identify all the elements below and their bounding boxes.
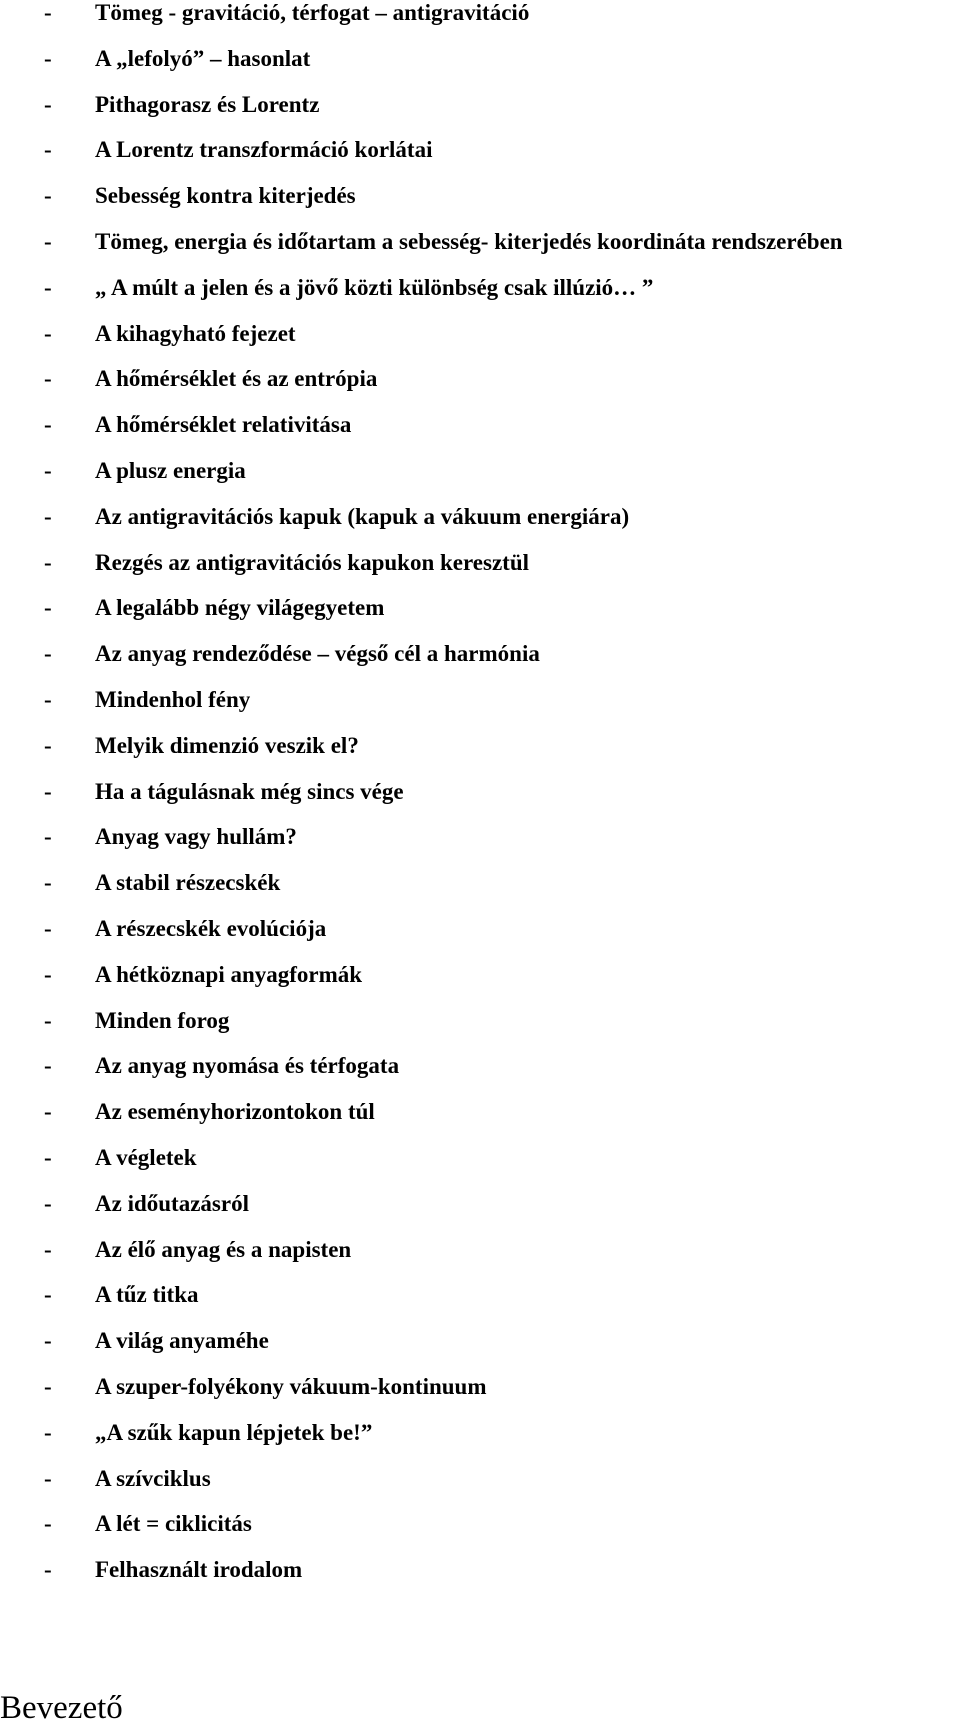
toc-item xyxy=(0,870,960,916)
toc-item-label: A hőmérséklet és az entrópia xyxy=(95,366,378,392)
toc-item xyxy=(0,1328,960,1374)
toc-item-label: Melyik dimenzió veszik el? xyxy=(95,732,359,758)
toc-bullet: - xyxy=(44,503,52,529)
toc-item xyxy=(0,92,960,138)
toc-item-label: A kihagyható fejezet xyxy=(95,320,296,346)
toc-item xyxy=(0,1557,960,1603)
toc-item xyxy=(0,1420,960,1466)
toc-item-label: A hőmérséklet relativitása xyxy=(95,412,352,438)
toc-item-label: Anyag vagy hullám? xyxy=(95,824,297,850)
toc-bullet: - xyxy=(44,366,52,392)
toc-bullet: - xyxy=(44,137,52,163)
toc-bullet: - xyxy=(44,457,52,483)
toc-item-label: Felhasznált irodalom xyxy=(95,1557,303,1583)
toc-item xyxy=(0,641,960,687)
toc-item-label: Tömeg, energia és időtartam a sebesség- kiterjedés koordináta rendszerében xyxy=(95,228,843,254)
toc-item xyxy=(0,779,960,825)
toc-item xyxy=(0,412,960,458)
toc-bullet: - xyxy=(44,824,52,850)
toc-item xyxy=(0,824,960,870)
toc-item-label: Az antigravitációs kapuk (kapuk a vákuum energiára) xyxy=(95,503,630,529)
toc-item xyxy=(0,1053,960,1099)
toc-bullet: - xyxy=(44,320,52,346)
toc-item-label: A „lefolyó” – hasonlat xyxy=(95,45,311,71)
toc-item xyxy=(0,1008,960,1054)
toc-item xyxy=(0,687,960,733)
toc-item-label: Rezgés az antigravitációs kapukon keresztül xyxy=(95,549,530,575)
toc-item xyxy=(0,0,960,46)
toc-item xyxy=(0,504,960,550)
toc-item-label: A részecskék evolúciója xyxy=(95,915,327,941)
toc-item-label: Az élő anyag és a napisten xyxy=(95,1236,352,1262)
toc-item-label: Ha a tágulásnak még sincs vége xyxy=(95,778,404,804)
toc-bullet: - xyxy=(44,1282,52,1308)
toc-item-label: A tűz titka xyxy=(95,1282,199,1308)
toc-item-label: A Lorentz transzformáció korlátai xyxy=(95,137,433,163)
toc-item-label: Az anyag nyomása és térfogata xyxy=(95,1053,400,1079)
toc-item xyxy=(0,458,960,504)
toc-item-label: A legalább négy világegyetem xyxy=(95,595,385,621)
toc-item-label: Pithagorasz és Lorentz xyxy=(95,91,320,117)
toc-bullet: - xyxy=(44,228,52,254)
toc-item xyxy=(0,137,960,183)
toc-item-label: A szívciklus xyxy=(95,1465,211,1491)
toc-item xyxy=(0,229,960,275)
toc-bullet: - xyxy=(44,915,52,941)
toc-item-label: „A szűk kapun lépjetek be!” xyxy=(95,1419,373,1445)
toc-item xyxy=(0,183,960,229)
toc-item-label: Tömeg - gravitáció, térfogat – antigravitáció xyxy=(95,0,530,25)
toc-item xyxy=(0,1511,960,1557)
toc-bullet: - xyxy=(44,1236,52,1262)
toc-item xyxy=(0,1191,960,1237)
toc-bullet: - xyxy=(44,549,52,575)
toc-item-label: Sebesség kontra kiterjedés xyxy=(95,183,356,209)
toc-bullet: - xyxy=(44,961,52,987)
toc-bullet: - xyxy=(44,412,52,438)
toc-item-label: A végletek xyxy=(95,1144,197,1170)
toc-bullet: - xyxy=(44,274,52,300)
toc-bullet: - xyxy=(44,1557,52,1583)
toc-item-label: A stabil részecskék xyxy=(95,870,281,896)
toc-bullet: - xyxy=(44,641,52,667)
toc-bullet: - xyxy=(44,1465,52,1491)
toc-item xyxy=(0,1374,960,1420)
toc-item xyxy=(0,1282,960,1328)
toc-bullet: - xyxy=(44,1190,52,1216)
toc-item xyxy=(0,916,960,962)
toc-item xyxy=(0,275,960,321)
toc-bullet: - xyxy=(44,91,52,117)
toc-item-label: „ A múlt a jelen és a jövő közti különbség csak illúzió… ” xyxy=(95,274,654,300)
toc-item xyxy=(0,1466,960,1512)
toc-bullet: - xyxy=(44,732,52,758)
toc-item-label: A szuper-folyékony vákuum-kontinuum xyxy=(95,1373,487,1399)
toc-bullet: - xyxy=(44,45,52,71)
toc-item-label: A lét = ciklicitás xyxy=(95,1511,252,1537)
toc-item-label: A hétköznapi anyagformák xyxy=(95,961,363,987)
toc-bullet: - xyxy=(44,1099,52,1125)
toc-item-label: Az anyag rendeződése – végső cél a harmónia xyxy=(95,641,540,667)
section-heading: Bevezető xyxy=(0,1690,123,1726)
toc-item xyxy=(0,733,960,779)
toc-bullet: - xyxy=(44,778,52,804)
toc-item-label: A plusz energia xyxy=(95,457,246,483)
toc-item xyxy=(0,366,960,412)
toc-bullet: - xyxy=(44,1053,52,1079)
toc-bullet: - xyxy=(44,595,52,621)
toc-item xyxy=(0,1145,960,1191)
toc-bullet: - xyxy=(44,1007,52,1033)
toc-bullet: - xyxy=(44,1328,52,1354)
toc-item xyxy=(0,46,960,92)
toc-item xyxy=(0,962,960,1008)
toc-bullet: - xyxy=(44,1511,52,1537)
toc-item-label: Az időutazásról xyxy=(95,1190,249,1216)
toc-item-label: A világ anyaméhe xyxy=(95,1328,269,1354)
toc-item-label: Minden forog xyxy=(95,1007,230,1033)
toc-item xyxy=(0,595,960,641)
toc-bullet: - xyxy=(44,870,52,896)
toc-bullet: - xyxy=(44,1373,52,1399)
toc-bullet: - xyxy=(44,183,52,209)
toc-item-label: Az eseményhorizontokon túl xyxy=(95,1099,375,1125)
toc-item xyxy=(0,1237,960,1283)
toc-bullet: - xyxy=(44,1144,52,1170)
toc-bullet: - xyxy=(44,686,52,712)
toc-item xyxy=(0,550,960,596)
toc-item xyxy=(0,321,960,367)
toc-item xyxy=(0,1099,960,1145)
toc-bullet: - xyxy=(44,1419,52,1445)
toc-item-label: Mindenhol fény xyxy=(95,686,251,712)
toc-bullet: - xyxy=(44,0,52,25)
